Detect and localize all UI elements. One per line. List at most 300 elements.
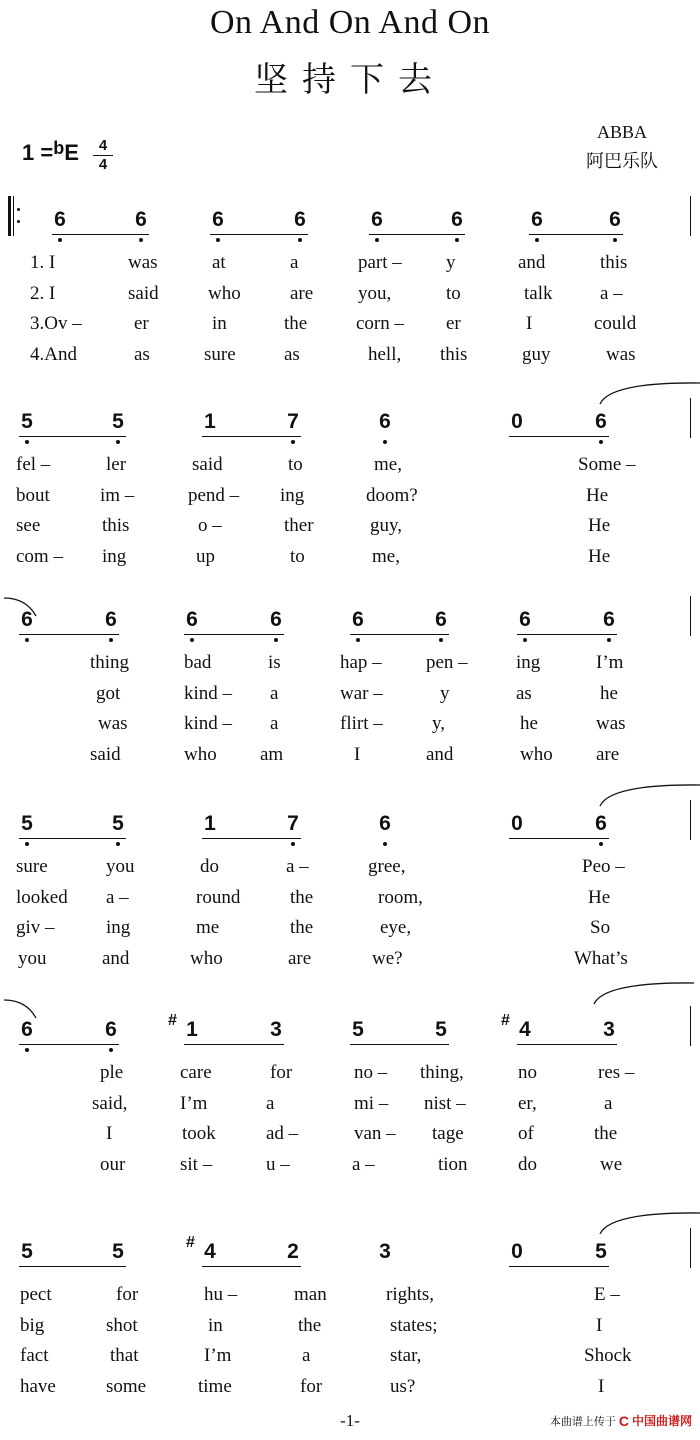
- lyric-syllable: I: [354, 743, 361, 765]
- lyric-verse-row: [0, 252, 700, 283]
- tie-arc: [596, 1210, 700, 1236]
- note: [97, 608, 125, 632]
- lyric-syllable: ing: [516, 652, 541, 673]
- note: [371, 812, 399, 836]
- beam-line: [202, 1266, 301, 1267]
- lyric-syllable: said: [192, 454, 223, 475]
- song-subtitle: 坚持下去: [254, 60, 446, 100]
- lyric-syllable: is: [268, 652, 281, 673]
- lyric-syllable: I: [598, 1375, 605, 1397]
- note: [503, 410, 531, 434]
- lyric-syllable: us?: [390, 1375, 416, 1397]
- lyric-syllable: So: [590, 917, 611, 938]
- lyric-syllable: and: [102, 947, 130, 969]
- lyric-syllable: y: [446, 252, 456, 273]
- lyric-syllable: war –: [340, 682, 383, 704]
- lyric-verse-row: [0, 454, 700, 485]
- low-octave-dot: [25, 440, 29, 444]
- lyric-syllable: that: [110, 1345, 139, 1366]
- note-digit: 5: [112, 812, 124, 835]
- lyric-verse-row: [0, 1376, 700, 1407]
- lyric-syllable: who: [190, 947, 223, 969]
- lyric-syllable: me,: [374, 454, 402, 475]
- site-logo-icon: C: [618, 1412, 629, 1429]
- lyric-syllable: 1. I: [30, 252, 56, 273]
- note-digit: 6: [21, 1018, 33, 1041]
- lyric-syllable: sure: [204, 343, 236, 365]
- site-logo-text: 中国曲谱网: [631, 1414, 692, 1428]
- lyric-syllable: states;: [390, 1314, 438, 1336]
- lyric-verse-row: [0, 917, 700, 948]
- beam-line: [19, 634, 119, 635]
- note: [427, 1018, 455, 1042]
- beam-line: [52, 234, 149, 235]
- note: [204, 208, 232, 232]
- lyric-syllable: do: [518, 1153, 537, 1175]
- lyric-syllable: see: [16, 515, 41, 536]
- score-system: [0, 1012, 700, 1218]
- low-octave-dot: [291, 440, 295, 444]
- note: [371, 410, 399, 434]
- lyric-syllable: er,: [518, 1092, 537, 1114]
- low-octave-dot: [216, 238, 220, 242]
- lyric-syllable: im –: [100, 484, 135, 506]
- beam-line: [509, 838, 609, 839]
- lyric-syllable: guy,: [370, 515, 403, 536]
- lyric-syllable: o –: [198, 515, 222, 536]
- low-octave-dot: [109, 1048, 113, 1052]
- upload-credit: [550, 1412, 692, 1429]
- lyric-syllable: I: [596, 1314, 603, 1336]
- score-system: [0, 208, 700, 408]
- lyric-verse-row: [0, 652, 700, 683]
- lyric-syllable: was: [596, 713, 626, 734]
- lyric-syllable: room,: [378, 886, 423, 908]
- lyric-syllable: com –: [16, 545, 63, 567]
- repeat-sign: [8, 196, 20, 236]
- bar-line: [690, 1006, 691, 1046]
- note-digit: 6: [135, 208, 147, 231]
- lyric-syllable: for: [300, 1375, 323, 1397]
- note: [587, 1240, 615, 1264]
- sharp-sign: #: [501, 1012, 510, 1029]
- note: [104, 1240, 132, 1264]
- lyrics-block: [0, 856, 700, 978]
- lyric-syllable: in: [212, 313, 227, 334]
- lyric-verse-row: [0, 713, 700, 744]
- note-digit: 7: [287, 410, 299, 433]
- beam-line: [19, 1044, 119, 1045]
- lyric-syllable: in: [208, 1314, 223, 1336]
- lyric-syllable: this: [440, 343, 468, 365]
- lyric-syllable: a –: [352, 1153, 375, 1175]
- lyric-syllable: took: [182, 1123, 216, 1144]
- note: [178, 608, 206, 632]
- bar-line: [690, 596, 691, 636]
- lyric-syllable: am: [260, 743, 284, 765]
- lyric-syllable: er: [446, 313, 461, 334]
- lyric-syllable: for: [270, 1062, 293, 1083]
- beam-line: [350, 1044, 449, 1045]
- lyric-syllable: Peo –: [582, 856, 625, 877]
- lyric-syllable: I’m: [180, 1092, 208, 1114]
- low-octave-dot: [439, 638, 443, 642]
- lyric-syllable: the: [594, 1123, 618, 1144]
- lyric-syllable: thing,: [420, 1062, 464, 1083]
- lyric-syllable: kind –: [184, 713, 233, 734]
- note-digit: 5: [21, 410, 33, 433]
- low-octave-dot: [109, 638, 113, 642]
- lyric-syllable: big: [20, 1314, 45, 1336]
- lyrics-block: [0, 652, 700, 774]
- lyric-syllable: who: [208, 282, 241, 304]
- lyric-syllable: eye,: [380, 917, 412, 938]
- note: [427, 608, 455, 632]
- note: [13, 1018, 41, 1042]
- low-octave-dot: [356, 638, 360, 642]
- note-digit: 4: [204, 1240, 216, 1263]
- note-digit: 7: [287, 812, 299, 835]
- note: [168, 1012, 206, 1042]
- note-digit: 6: [270, 608, 282, 631]
- lyric-syllable: u –: [266, 1153, 290, 1175]
- note-digit: 5: [595, 1240, 607, 1263]
- note: [595, 1018, 623, 1042]
- lyric-syllable: are: [290, 282, 314, 304]
- lyric-syllable: hu –: [204, 1284, 238, 1305]
- note-digit: 5: [352, 1018, 364, 1041]
- low-octave-dot: [375, 238, 379, 242]
- lyric-syllable: to: [290, 545, 305, 567]
- lyric-syllable: fact: [20, 1345, 49, 1366]
- note-digit: 6: [352, 608, 364, 631]
- lyric-syllable: who: [184, 743, 217, 765]
- note: [196, 410, 224, 434]
- note: [363, 208, 391, 232]
- time-signature: [90, 138, 116, 173]
- beam-line: [202, 436, 301, 437]
- key-note: E: [64, 140, 79, 165]
- note: [443, 208, 471, 232]
- note-digit: 6: [21, 608, 33, 631]
- note-digit: 5: [21, 1240, 33, 1263]
- lyric-syllable: the: [290, 886, 314, 908]
- note: [196, 812, 224, 836]
- lyric-verse-row: [0, 313, 700, 344]
- lyric-syllable: we: [600, 1153, 623, 1175]
- lyric-syllable: ing: [102, 545, 127, 567]
- lyric-syllable: he: [600, 682, 618, 704]
- lyric-syllable: ing: [106, 917, 131, 938]
- lyric-syllable: pect: [20, 1284, 52, 1305]
- lyric-syllable: who: [520, 743, 553, 765]
- lyric-verse-row: [0, 1093, 700, 1124]
- lyric-verse-row: [0, 546, 700, 577]
- note-digit: 0: [511, 410, 523, 433]
- sharp-sign: #: [168, 1012, 177, 1029]
- lyric-syllable: as: [516, 682, 532, 704]
- low-octave-dot: [607, 638, 611, 642]
- lyric-syllable: no: [518, 1062, 537, 1083]
- note-digit: 6: [595, 812, 607, 835]
- lyric-syllable: He: [588, 545, 611, 567]
- note-digit: 6: [212, 208, 224, 231]
- note-digit: 5: [21, 812, 33, 835]
- sharp-sign: #: [186, 1234, 195, 1251]
- note: [523, 208, 551, 232]
- note: [503, 812, 531, 836]
- flat-sign: b: [53, 138, 65, 158]
- lyric-syllable: said: [90, 743, 121, 765]
- lyric-syllable: star,: [390, 1345, 422, 1366]
- note-digit: 6: [451, 208, 463, 231]
- song-title: On And On And On: [209, 4, 491, 41]
- lyric-syllable: for: [116, 1284, 139, 1305]
- note: [286, 208, 314, 232]
- lyric-syllable: a: [270, 713, 279, 734]
- note-digit: 0: [511, 1240, 523, 1263]
- lyric-syllable: got: [96, 682, 121, 704]
- page-number: -1-: [340, 1411, 360, 1430]
- tie-arc: [596, 380, 700, 406]
- lyric-syllable: 4.And: [30, 343, 77, 365]
- lyric-syllable: y,: [432, 713, 446, 734]
- lyric-syllable: a: [270, 682, 279, 704]
- beam-line: [19, 436, 126, 437]
- beam-line: [184, 1044, 284, 1045]
- score-system: [0, 1234, 700, 1440]
- lyric-syllable: fel –: [16, 454, 51, 475]
- low-octave-dot: [190, 638, 194, 642]
- low-octave-dot: [383, 842, 387, 846]
- low-octave-dot: [25, 1048, 29, 1052]
- lyric-syllable: of: [518, 1123, 534, 1144]
- low-octave-dot: [291, 842, 295, 846]
- note: [279, 1240, 307, 1264]
- lyric-syllable: flirt –: [340, 713, 383, 734]
- note: [104, 410, 132, 434]
- lyric-verse-row: [0, 887, 700, 918]
- lyric-syllable: van –: [354, 1123, 396, 1144]
- lyric-syllable: 2. I: [30, 282, 56, 304]
- note: [587, 410, 615, 434]
- note-digit: 5: [112, 410, 124, 433]
- lyric-syllable: er: [134, 313, 149, 334]
- note: [97, 1018, 125, 1042]
- tie-arc: [2, 996, 42, 1020]
- lyric-syllable: hell,: [368, 343, 402, 365]
- beam-line: [509, 1266, 609, 1267]
- note: [344, 1018, 372, 1042]
- lyric-syllable: rights,: [386, 1284, 435, 1305]
- note: [46, 208, 74, 232]
- note-digit: 6: [186, 608, 198, 631]
- lyric-syllable: bout: [16, 484, 50, 506]
- lyric-verse-row: [0, 683, 700, 714]
- lyric-syllable: me,: [372, 545, 400, 567]
- note-digit: 6: [379, 812, 391, 835]
- note: [186, 1234, 224, 1264]
- lyrics-block: [0, 1284, 700, 1406]
- lyric-verse-row: [0, 485, 700, 516]
- lyrics-block: [0, 454, 700, 576]
- note-digit: 6: [105, 1018, 117, 1041]
- lyrics-block: [0, 252, 700, 374]
- lyric-syllable: pend –: [188, 484, 240, 506]
- lyric-syllable: to: [288, 454, 303, 475]
- note: [344, 608, 372, 632]
- lyric-syllable: the: [290, 917, 314, 938]
- note: [587, 812, 615, 836]
- bar-line: [690, 196, 691, 236]
- lyric-verse-row: [0, 344, 700, 375]
- lyric-verse-row: [0, 856, 700, 887]
- note-digit: 6: [294, 208, 306, 231]
- lyric-syllable: res –: [598, 1062, 635, 1083]
- lyric-syllable: guy: [522, 343, 551, 365]
- lyric-syllable: bad: [184, 652, 212, 673]
- note: [371, 1240, 399, 1264]
- lyric-syllable: doom?: [366, 484, 418, 506]
- low-octave-dot: [455, 238, 459, 242]
- note: [511, 608, 539, 632]
- lyric-verse-row: [0, 1123, 700, 1154]
- lyric-syllable: shot: [106, 1314, 138, 1336]
- lyric-syllable: gree,: [368, 856, 406, 877]
- note: [104, 812, 132, 836]
- beam-line: [517, 634, 617, 635]
- lyric-syllable: a: [266, 1092, 275, 1114]
- beam-line: [509, 436, 609, 437]
- lyric-syllable: I: [526, 313, 533, 334]
- lyric-syllable: pen –: [426, 652, 468, 673]
- low-octave-dot: [25, 638, 29, 642]
- lyric-syllable: our: [100, 1153, 126, 1175]
- low-octave-dot: [535, 238, 539, 242]
- lyric-verse-row: [0, 515, 700, 546]
- lyric-syllable: said: [128, 282, 159, 304]
- low-octave-dot: [116, 842, 120, 846]
- beam-line: [369, 234, 465, 235]
- lyric-syllable: no –: [354, 1062, 388, 1083]
- lyric-syllable: part –: [358, 252, 402, 273]
- note: [501, 1012, 539, 1042]
- lyric-syllable: do: [200, 856, 219, 877]
- note-digit: 5: [435, 1018, 447, 1041]
- note-digit: 6: [519, 608, 531, 631]
- note-digit: 4: [519, 1018, 531, 1041]
- note: [262, 608, 290, 632]
- note: [503, 1240, 531, 1264]
- composer-name-cn: 阿巴乐队: [586, 151, 658, 172]
- lyric-syllable: at: [212, 252, 226, 273]
- composer-name: ABBA: [596, 122, 647, 142]
- lyric-syllable: 3.Ov –: [30, 313, 82, 334]
- score-system: [0, 410, 700, 610]
- beam-line: [19, 838, 126, 839]
- low-octave-dot: [383, 440, 387, 444]
- note-digit: 2: [287, 1240, 299, 1263]
- lyric-syllable: kind –: [184, 682, 233, 704]
- note: [279, 410, 307, 434]
- lyric-syllable: have: [20, 1375, 56, 1397]
- lyric-syllable: What’s: [574, 947, 628, 969]
- lyric-syllable: y: [440, 682, 450, 704]
- note: [279, 812, 307, 836]
- lyrics-block: [0, 1062, 700, 1184]
- lyric-syllable: are: [288, 947, 312, 969]
- lyric-syllable: mi –: [354, 1092, 389, 1114]
- lyric-syllable: was: [128, 252, 158, 273]
- lyric-syllable: are: [596, 743, 620, 765]
- lyric-syllable: you: [18, 947, 47, 969]
- lyric-syllable: a: [290, 252, 299, 273]
- lyric-syllable: was: [606, 343, 636, 365]
- lyric-syllable: nist –: [424, 1092, 466, 1114]
- beam-line: [529, 234, 623, 235]
- note: [595, 608, 623, 632]
- lyric-syllable: ing: [280, 484, 305, 506]
- lyric-syllable: and: [426, 743, 454, 765]
- score-system: [0, 608, 700, 808]
- lyric-syllable: ther: [284, 515, 314, 536]
- low-octave-dot: [116, 440, 120, 444]
- lyric-verse-row: [0, 948, 700, 979]
- lyric-syllable: a –: [600, 282, 623, 304]
- tie-arc: [596, 782, 700, 808]
- lyric-syllable: he: [520, 713, 538, 734]
- note-digit: 5: [112, 1240, 124, 1263]
- upload-text: 本曲谱上传于: [549, 1414, 616, 1428]
- note-digit: 6: [105, 608, 117, 631]
- lyric-syllable: and: [518, 252, 546, 273]
- lyric-syllable: I: [106, 1123, 113, 1144]
- note-digit: 6: [54, 208, 66, 231]
- lyric-syllable: me: [196, 917, 220, 938]
- lyric-syllable: was: [98, 713, 128, 734]
- note-digit: 3: [379, 1240, 391, 1263]
- lyric-verse-row: [0, 283, 700, 314]
- lyric-syllable: a: [302, 1345, 311, 1366]
- key-signature: [22, 140, 79, 166]
- lyric-syllable: corn –: [356, 313, 405, 334]
- lyric-syllable: to: [446, 282, 461, 304]
- lyric-syllable: giv –: [16, 917, 55, 938]
- composer-block: [586, 122, 658, 173]
- key-prefix: 1 =: [22, 140, 54, 165]
- lyric-syllable: man: [294, 1284, 327, 1305]
- note-digit: 6: [531, 208, 543, 231]
- lyric-syllable: you: [106, 856, 135, 877]
- lyric-syllable: He: [588, 886, 611, 908]
- low-octave-dot: [274, 638, 278, 642]
- low-octave-dot: [599, 440, 603, 444]
- lyric-syllable: some: [106, 1375, 147, 1397]
- lyric-syllable: the: [298, 1314, 322, 1336]
- lyric-syllable: could: [594, 313, 637, 334]
- note-digit: 6: [435, 608, 447, 631]
- lyric-verse-row: [0, 1345, 700, 1376]
- tie-arc: [2, 594, 42, 618]
- lyric-syllable: He: [586, 484, 609, 506]
- lyric-syllable: time: [198, 1375, 232, 1397]
- lyric-syllable: up: [196, 545, 215, 567]
- note-digit: 6: [595, 410, 607, 433]
- lyric-syllable: this: [600, 252, 628, 273]
- lyric-syllable: a –: [286, 856, 309, 877]
- lyric-syllable: a –: [106, 886, 129, 908]
- note: [262, 1018, 290, 1042]
